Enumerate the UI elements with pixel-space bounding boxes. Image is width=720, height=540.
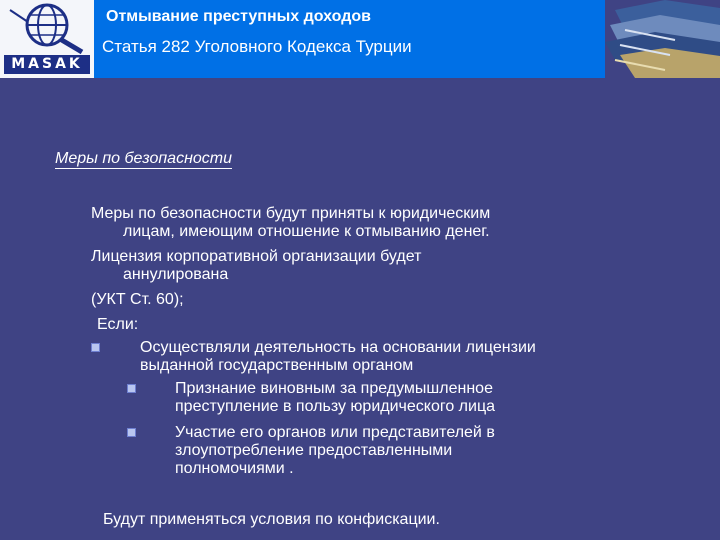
list-item: Участие его органов или представителей в [175, 424, 495, 441]
text-line: преступление в пользу юридического лица [175, 398, 495, 415]
bullet-icon [91, 343, 100, 352]
list-item: Осуществляли деятельность на основании лицензии [140, 339, 536, 356]
text-line: аннулирована [123, 266, 229, 283]
header [0, 0, 720, 78]
text-line: Меры по безопасности будут приняты к юридическим [91, 205, 491, 222]
text-line: Если: [97, 316, 139, 333]
text-line: выданной государственным органом [140, 357, 414, 374]
page-subtitle: Статья 282 Уголовного Кодекса Турции [102, 37, 412, 56]
masak-logo [0, 0, 94, 78]
title-band [94, 0, 605, 78]
page-title: Отмывание преступных доходов [106, 8, 371, 25]
banknotes-image [605, 0, 720, 78]
globe-magnifier-icon [0, 0, 94, 56]
text-line: Лицензия корпоративной организации будет [91, 248, 422, 265]
text-line: злоупотребление предоставленными [175, 442, 453, 459]
text-line: лицам, имеющим отношение к отмыванию денег. [123, 223, 490, 240]
footer-text: Будут применяться условия по конфискации. [103, 511, 440, 528]
bullet-icon [127, 428, 136, 437]
text-line: полномочиями . [175, 460, 294, 477]
bullet-icon [127, 384, 136, 393]
logo-text: MASAK [4, 55, 90, 74]
text-line: (УКТ Ст. 60); [91, 291, 184, 308]
section-heading: Меры по безопасности [55, 150, 232, 167]
list-item: Признание виновным за предумышленное [175, 380, 493, 397]
